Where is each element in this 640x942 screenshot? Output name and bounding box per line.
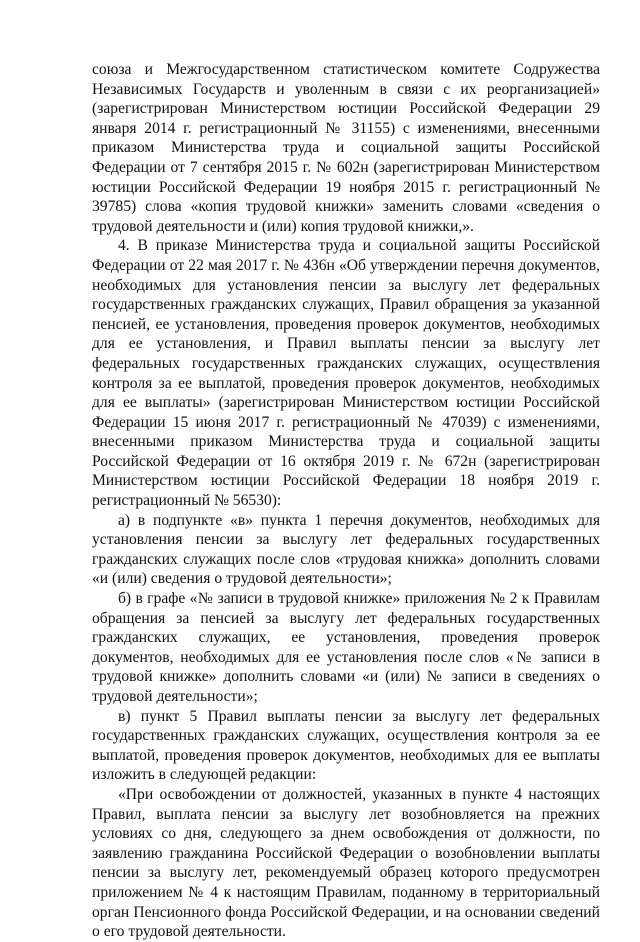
- paragraph-subitem-a: а) в подпункте «в» пункта 1 перечня документов, необходимых для установления пенсии за выслугу лет федеральных государственных гражданских служащих после слов «трудовая книжка» дополнить словами «и (или) сведения о трудовой деятельности»;: [92, 511, 600, 588]
- paragraph-subitem-v: в) пункт 5 Правил выплаты пенсии за выслугу лет федеральных государственных гражданских служащих, осуществления контроля за ее выплатой, проведения проверок документов, необходимых для ее выплаты изложить в следующей редакции:: [92, 707, 600, 784]
- document-page: [92, 60, 600, 942]
- paragraph-quoted-rule: «При освобождении от должностей, указанных в пункте 4 настоящих Правил, выплата пенсии за выслугу лет возобновляется на прежних условиях со дня, следующего за днем освобождения от должности, по заявлению гражданина Российской Федерации о возобновлении выплаты пенсии за выслугу лет, рекомендуемый образец которого предусмотрен приложением № 4 к настоящим Правилам, поданному в территориальный орган Пенсионного фонда Российской Федерации, и на основании сведений о его трудовой деятельности.: [92, 785, 600, 941]
- paragraph-subitem-b: б) в графе «№ записи в трудовой книжке» приложения № 2 к Правилам обращения за пенсией за выслугу лет федеральных государственных гражданских служащих, ее установления, проведения проверок документов, необходимых для ее установления после слов «№ записи в трудовой книжке» дополнить словами «и (или) № записи в сведениях о трудовой деятельности»;: [92, 590, 600, 705]
- paragraph-item-4: 4. В приказе Министерства труда и социальной защиты Российской Федерации от 22 мая 2017 г. № 436н «Об утверждении перечня документов, необходимых для установления пенсии за выслугу лет федеральных государственных гражданских служащих, Правил обращения за указанной пенсией, ее установления, проведения проверок документов, необходимых для ее установления, и Правил выплаты пенсии за выслугу лет федеральных государственных гражданских служащих, осуществления контроля за ее выплатой, проведения проверок документов, необходимых для ее выплаты» (зарегистрирован Министерством юстиции Российской Федерации 15 июня 2017 г. регистрационный № 47039) с изменениями, внесенными приказом Министерства труда и социальной защиты Российской Федерации от 16 октября 2019 г. № 672н (зарегистрирован Министерством юстиции Российской Федерации 18 ноября 2019 г. регистрационный № 56530):: [92, 237, 600, 510]
- paragraph-continuation: союза и Межгосударственном статистическом комитете Содружества Независимых Государств и уволенным в связи с их реорганизацией» (зарегистрирован Министерством юстиции Российской Федерации 29 января 2014 г. регистрационный № 31155) с изменениями, внесенными приказом Министерства труда и социальной защиты Российской Федерации от 7 сентября 2015 г. № 602н (зарегистрирован Министерством юстиции Российской Федерации 19 ноября 2015 г. регистрационный № 39785) слова «копия трудовой книжки» заменить словами «сведения о трудовой деятельности и (или) копия трудовой книжки,».: [92, 61, 600, 235]
